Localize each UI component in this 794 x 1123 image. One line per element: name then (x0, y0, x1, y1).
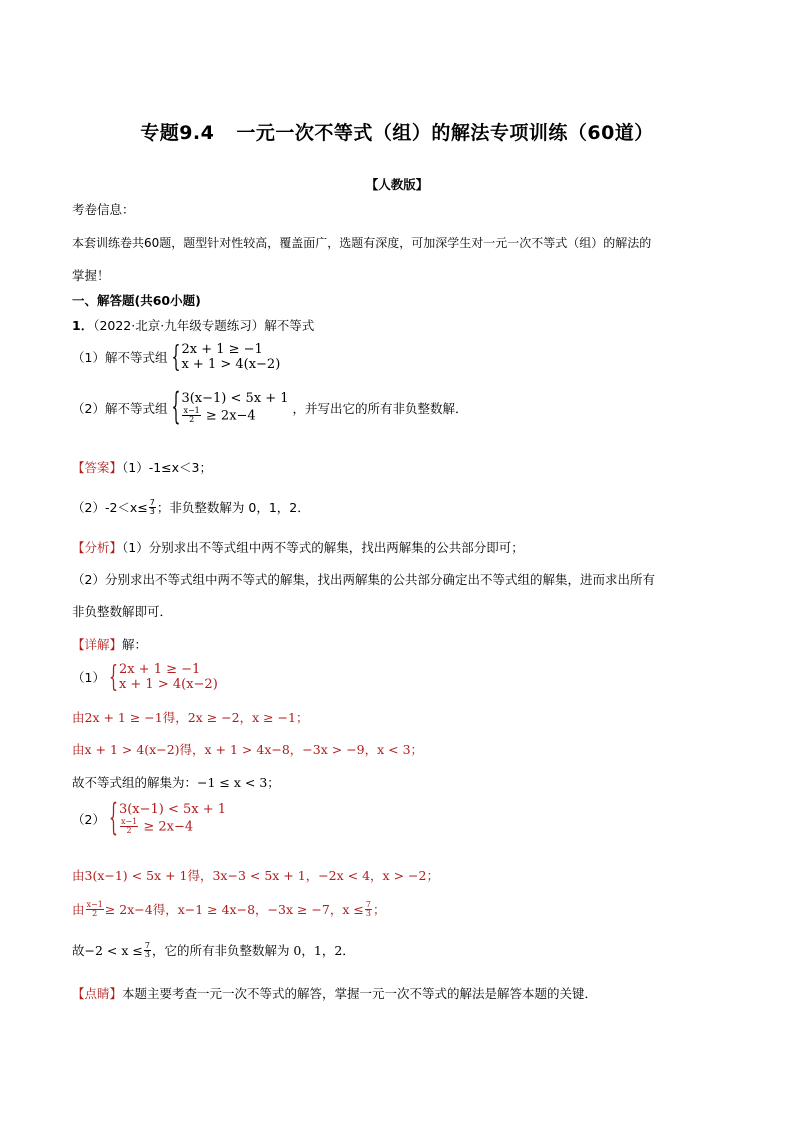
detail-p2-row2-rest: ≥ 2x−4 (143, 819, 194, 835)
detail-step1: 由2x + 1 ≥ −1得，2x ≥ −2，x ≥ −1； (72, 710, 309, 725)
question-part2 (72, 387, 468, 430)
answer-line2 (72, 499, 310, 517)
fraction-denominator: 2 (92, 909, 98, 919)
answer-tag: 【答案】 (72, 460, 123, 475)
detail-step3: 故不等式组的解集为：−1 ≤ x < 3； (72, 775, 280, 790)
part1-row1: 2x + 1 ≥ −1 (181, 342, 263, 357)
title-number: 专题9.4 (140, 122, 215, 144)
analysis-line1 (72, 540, 524, 556)
comment-tag: 【点睛】 (72, 986, 123, 1001)
info-label: 考卷信息： (72, 202, 135, 217)
question-part1 (72, 343, 280, 373)
brace-icon: { (108, 798, 118, 841)
comment-line (72, 986, 597, 1002)
analysis-tag: 【分析】 (72, 540, 123, 555)
detail-step5 (72, 901, 385, 919)
analysis-text1: （1）分别求出不等式组中两不等式的解集，找出两解集的公共部分即可； (122, 540, 524, 555)
page-title (0, 118, 794, 145)
brace-icon: { (108, 661, 118, 695)
detail-step6 (72, 942, 355, 960)
brace-icon: { (171, 341, 181, 375)
detail-p1-row2: x + 1 > 4(x−2) (118, 676, 218, 692)
part1-system (171, 343, 280, 373)
detail-step5-a: 由 (72, 902, 85, 918)
detail-p2-prefix: （2） (72, 811, 105, 827)
detail-step6-a: 故−2 < x ≤ (72, 943, 143, 959)
detail-step2: 由x + 1 > 4(x−2)得，x + 1 > 4x−8，−3x > −9，x < 3； (72, 742, 424, 757)
info-desc-line1: 本套训练卷共60题，题型针对性较高，覆盖面广，选题有深度，可加深学生对一元一次不等式（组）的解法的 (72, 236, 652, 250)
fraction-numerator: 7 (365, 900, 371, 909)
detail-p1-system (109, 663, 218, 693)
brace-icon: { (171, 387, 181, 430)
part2-row2 (181, 407, 288, 425)
analysis-line3: 非负整数解即可． (72, 604, 173, 619)
question-source: （2022·北京·九年级专题练习） (93, 318, 265, 333)
fraction-denominator: 3 (144, 950, 150, 960)
detail-step5-b: ≥ 2x−4得，x−1 ≥ 4x−8，−3x ≥ −7，x ≤ (104, 902, 364, 918)
detail-p2-row2 (119, 818, 226, 836)
section-heading: 一、解答题(共60小题) (72, 293, 201, 308)
detail-part1 (72, 663, 218, 693)
fraction-denominator: 2 (126, 826, 132, 836)
part2-row2-rest: ≥ 2x−4 (205, 408, 256, 424)
question-header (72, 318, 314, 334)
detail-p1-row1: 2x + 1 ≥ −1 (118, 662, 201, 677)
part1-row2: x + 1 > 4(x−2) (181, 356, 281, 372)
answer-text2b: ；非负整数解为 0，1，2． (156, 500, 310, 516)
answer-text1: （1）-1≤x＜3； (122, 460, 213, 475)
fraction-denominator: 3 (149, 507, 155, 517)
comment-text: 本题主要考查一元一次不等式的解答，掌握一元一次不等式的解法是解答本题的关键． (122, 986, 598, 1001)
answer-fraction (149, 499, 156, 517)
answer-text2a: （2）-2＜x≤ (72, 500, 148, 516)
detail-part2 (72, 798, 227, 841)
detail-p2-system (108, 798, 227, 841)
detail-header (72, 637, 147, 653)
fraction-denominator: 2 (189, 415, 195, 425)
question-number: 1． (72, 318, 94, 333)
fraction-numerator: 7 (149, 498, 155, 507)
detail-step4: 由3(x−1) < 5x + 1得，3x−3 < 5x + 1，−2x < 4，x > −2； (72, 868, 439, 883)
question-stem: 解不等式 (264, 318, 315, 333)
part2-prefix: （2）解不等式组 (72, 400, 168, 416)
title-text: 一元一次不等式（组）的解法专项训练（60道） (236, 122, 654, 144)
fraction-numerator: x−1 (86, 900, 103, 909)
detail-p1-prefix: （1） (72, 670, 105, 686)
analysis-line2: （2）分别求出不等式组中两不等式的解集，找出两解集的公共部分确定出不等式组的解集，进而求出所有 (72, 572, 655, 587)
part2-suffix: ，并写出它的所有非负整数解． (292, 400, 468, 416)
detail-p2-row1: 3(x−1) < 5x + 1 (118, 802, 227, 817)
info-desc-line2: 掌握！ (72, 268, 110, 283)
part1-prefix: （1）解不等式组 (72, 350, 168, 366)
edition-label: 【人教版】 (365, 177, 429, 192)
detail-step6-b: ，它的所有非负整数解为 0，1，2． (151, 943, 355, 959)
answer-line1 (72, 460, 212, 476)
fraction-numerator: x−1 (120, 816, 138, 826)
fraction-denominator: 3 (365, 909, 371, 919)
part2-row1: 3(x−1) < 5x + 1 (181, 391, 289, 406)
part2-system (171, 387, 289, 430)
fraction-numerator: x−1 (183, 405, 200, 415)
detail-intro: 解： (122, 637, 148, 652)
detail-step5-c: ； (372, 902, 386, 918)
detail-tag: 【详解】 (72, 637, 123, 652)
fraction-numerator: 7 (144, 941, 150, 950)
